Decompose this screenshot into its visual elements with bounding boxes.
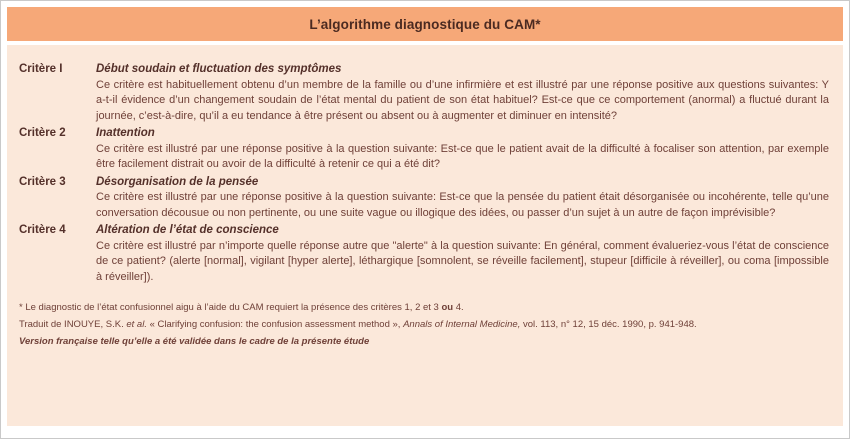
criterion-row-1 [19, 62, 829, 124]
criterion-text: Ce critère est illustré par une réponse positive à la question suivante: Est-ce que la pensée du patient était désorganisée ou incohérente, telle qu’une conversation décousue ou non pertinente, ou une suite vague ou illogique des idées, ou passer d’un sujet à un autre de façon imprévisible? [96, 191, 829, 219]
criterion-body [96, 223, 829, 285]
criterion-text: Ce critère est illustré par une réponse positive à la question suivante: Est-ce que le patient avait de la difficulté à focaliser son attention, par exemple être facilement distrait ou avoir de la difficulté à retenir ce qui a été dit? [96, 142, 829, 170]
criterion-label: Critère 2 [19, 127, 66, 139]
journal-name: Annals of Internal Medicine, [403, 319, 521, 330]
criterion-row-2 [19, 126, 829, 173]
criterion-label: Critère I [19, 63, 63, 75]
footnote-citation: Traduit de INOUYE, S.K. et al. « Clarifying confusion: the confusion assessment method », Annals of Internal Medicine, vol. 113, n° 12, 15 déc. 1990, p. 941-948. [19, 319, 697, 330]
criterion-title: Désorganisation de la pensée [96, 175, 259, 188]
table-header-band [7, 7, 843, 41]
criterion-row-3 [19, 175, 829, 222]
criterion-body [96, 62, 829, 124]
page-title: L’algorithme diagnostique du CAM* [309, 16, 541, 32]
criterion-title: Inattention [96, 127, 155, 139]
footnote-version: Version française telle qu’elle a été validée dans le cadre de la présente étude [19, 336, 370, 347]
criterion-label: Critère 4 [19, 224, 66, 236]
criterion-body [96, 126, 829, 173]
criterion-label: Critère 3 [19, 175, 66, 188]
criteria-panel [7, 45, 843, 426]
criterion-body [96, 175, 829, 222]
criterion-row-4 [19, 223, 829, 285]
footnote-diagnostic: * Le diagnostic de l’état confusionnel aigu à l’aide du CAM requiert la présence des critères 1, 2 et 3 ou 4. [19, 302, 464, 313]
criterion-text: Ce critère est illustré par n’importe quelle réponse autre que "alerte" à la question suivante: En général, comment évalueriez-vous l’état de conscience de ce patient? (alerte [normal], vigilant [hyper alerte], léthargique [somnolent, se réveille facilement], stupeur [difficile à réveiller], ou coma [impossible à réveiller]). [96, 239, 829, 283]
criterion-text: Ce critère est habituellement obtenu d’un membre de la famille ou d’une infirmière et est illustré par une réponse positive aux questions suivantes: Y a-t-il évidence d’un changement soudain de l’état mental du patient de son état habituel? Est-ce que ce comportement (anormal) a fluctué durant la journée, c’est-à-dire, qu’il a eu tendance à être présent ou absent ou à augmenter et diminuer en intensité? [96, 78, 829, 122]
criterion-title: Début soudain et fluctuation des symptômes [96, 63, 342, 75]
footnotes [19, 299, 829, 350]
criterion-title: Altération de l’état de conscience [96, 224, 279, 236]
